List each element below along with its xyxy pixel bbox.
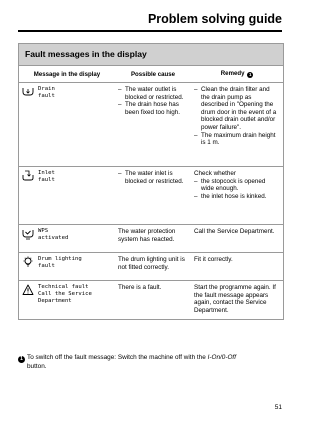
- column-header-message: Message in the display: [19, 66, 115, 83]
- remedy-item: – Clean the drain filter and the drain pump as described in "Opening the drum door in the event of a blocked drain outlet and/or power failure".: [194, 86, 280, 132]
- footnote-button-name: I-On/0-Off: [207, 354, 236, 361]
- page-number: 51: [274, 404, 282, 411]
- drain-icon: [22, 86, 34, 98]
- table-row: [19, 225, 283, 253]
- cause-cell: [115, 167, 191, 225]
- drum-lighting-icon: [22, 256, 34, 268]
- message-text: Technical fault Call the Service Department: [38, 284, 92, 304]
- warning-icon: [22, 284, 34, 296]
- footnote-text: To switch off the fault message: Switch the machine off with the: [27, 354, 206, 361]
- title-divider: [18, 30, 282, 32]
- remedy-cell: [191, 167, 283, 225]
- message-text: Inlet fault: [38, 170, 55, 183]
- remedy-cell: Start the programme again. If the fault message appears again, contact the Service Department.: [191, 281, 283, 320]
- table-row: [19, 253, 283, 281]
- page-title: Problem solving guide: [147, 12, 282, 26]
- message-cell: [19, 225, 115, 253]
- cause-cell: The water protection system has reacted.: [115, 225, 191, 253]
- remedy-cell: [191, 83, 283, 167]
- message-text: WPS activated: [38, 228, 69, 241]
- footnote-text-end: button.: [27, 363, 47, 370]
- remedy-item: – The maximum drain height is 1 m.: [194, 132, 280, 147]
- table-row: [19, 167, 283, 225]
- cause-item: – The water inlet is blocked or restricted.: [118, 170, 188, 185]
- message-cell: [19, 83, 115, 167]
- cause-cell: There is a fault.: [115, 281, 191, 320]
- message-cell: [19, 281, 115, 320]
- column-header-cause: Possible cause: [115, 66, 191, 83]
- remedy-intro: Check whether: [194, 170, 236, 177]
- remedy-cell: Fit it correctly.: [191, 253, 283, 281]
- table-row: [19, 281, 283, 320]
- column-header-remedy: [191, 66, 283, 83]
- footnote: [18, 354, 282, 371]
- footnote-marker-icon: 1: [248, 72, 252, 77]
- remedy-item: – the inlet hose is kinked.: [194, 193, 280, 201]
- remedy-item: – the stopcock is opened wide enough.: [194, 178, 280, 193]
- table-header-row: [19, 66, 283, 83]
- message-text: Drum lighting fault: [38, 256, 82, 269]
- message-cell: [19, 253, 115, 281]
- cause-cell: The drum lighting unit is not fitted correctly.: [115, 253, 191, 281]
- cause-item: – The water outlet is blocked or restricted.: [118, 86, 188, 101]
- remedy-cell: Call the Service Department.: [191, 225, 283, 253]
- section-title: Fault messages in the display: [19, 44, 283, 66]
- fault-messages-table: [18, 43, 284, 320]
- inlet-icon: [22, 170, 34, 182]
- cause-item: – The drain hose has been fixed too high.: [118, 101, 188, 116]
- message-text: Drain fault: [38, 86, 55, 99]
- wps-icon: [22, 228, 34, 240]
- footnote-marker-icon: 1: [18, 356, 25, 363]
- table-row: [19, 83, 283, 167]
- message-cell: [19, 167, 115, 225]
- cause-cell: [115, 83, 191, 167]
- remedy-header-label: Remedy: [220, 70, 245, 77]
- fault-table: [19, 66, 283, 319]
